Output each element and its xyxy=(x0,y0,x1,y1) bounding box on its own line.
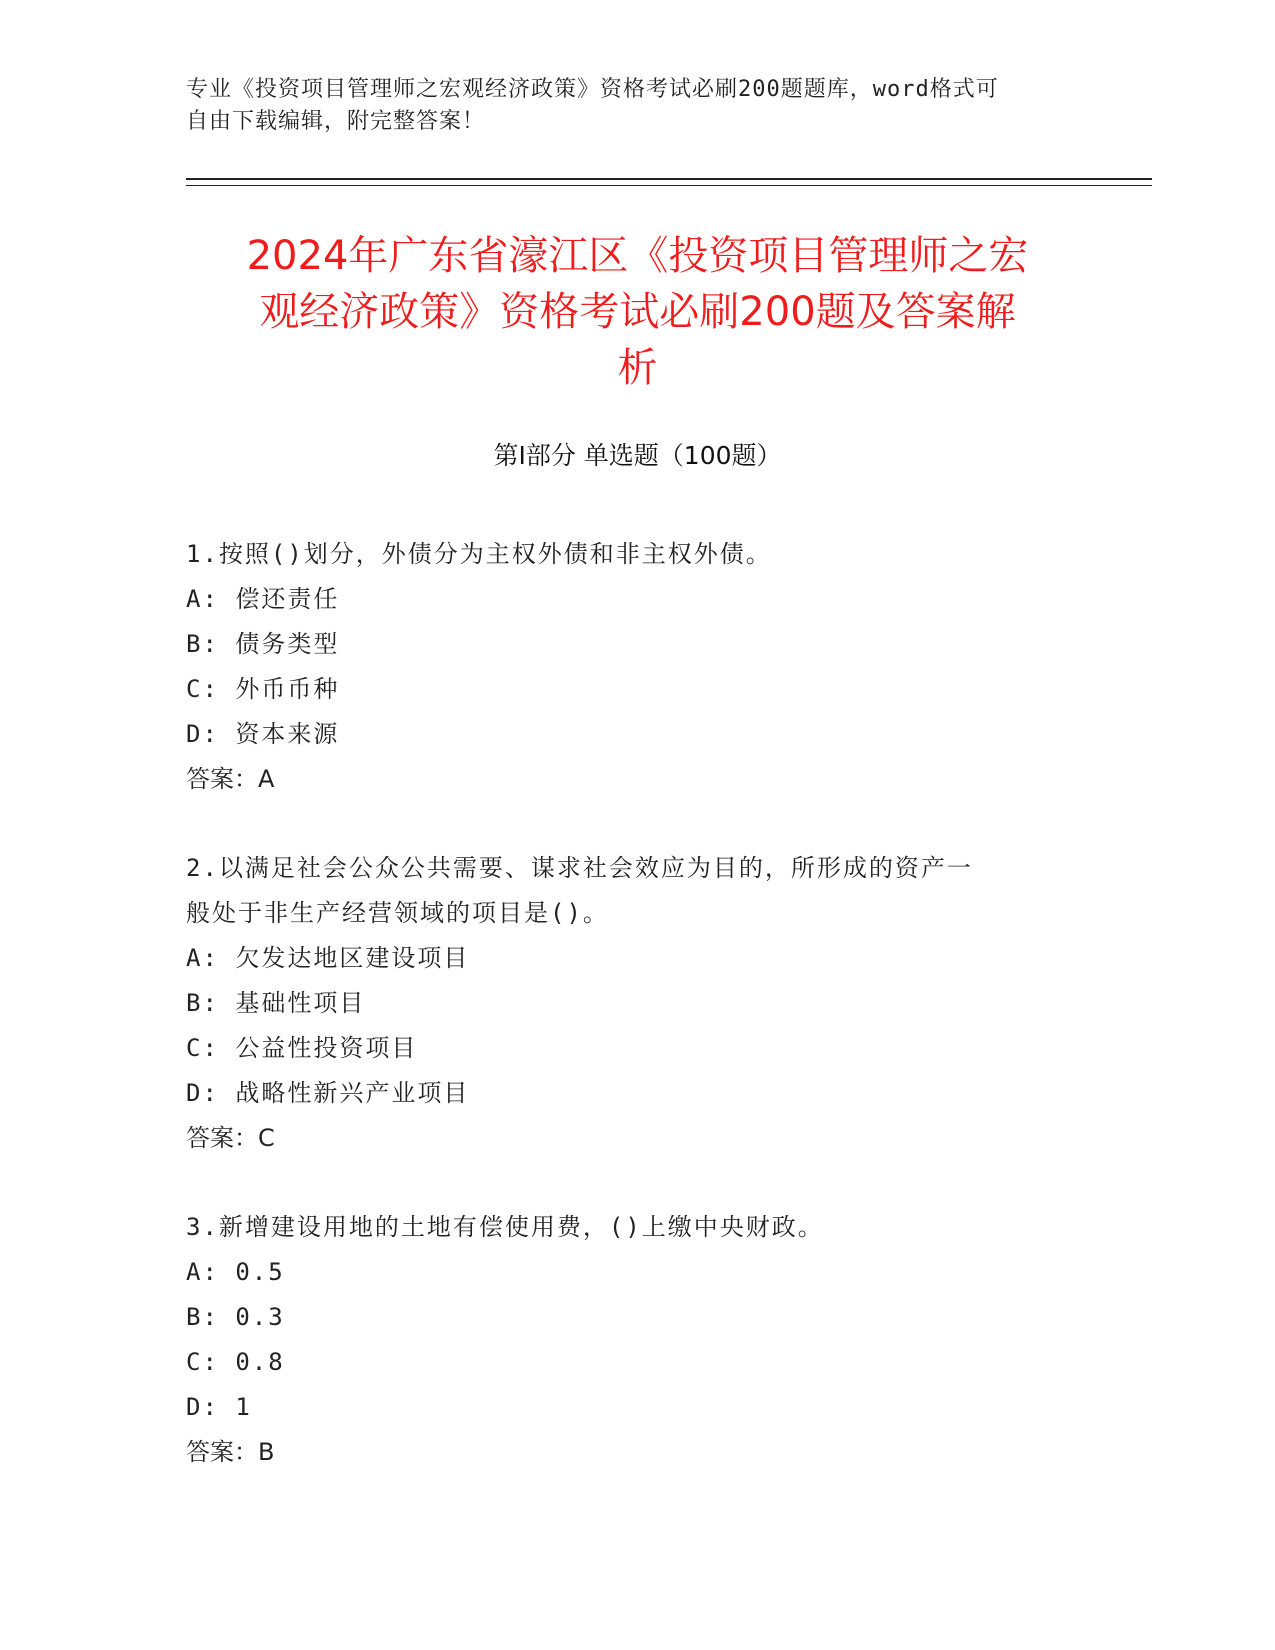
question-2 xyxy=(186,846,1066,1161)
header-line-1: 专业《投资项目管理师之宏观经济政策》资格考试必刷200题题库，word格式可 xyxy=(186,77,999,102)
question-1 xyxy=(186,532,1066,802)
title-line-3: 析 xyxy=(617,345,658,391)
header-divider-thick xyxy=(186,178,1152,180)
option-a: A: 偿还责任 xyxy=(186,585,340,613)
question-3 xyxy=(186,1205,1066,1475)
document-header xyxy=(186,74,1066,138)
option-b: B: 0.3 xyxy=(186,1303,285,1331)
option-b: B: 债务类型 xyxy=(186,630,340,658)
question-text: 3.新增建设用地的土地有偿使用费，()上缴中央财政。 xyxy=(186,1213,824,1241)
title-line-2: 观经济政策》资格考试必刷200题及答案解 xyxy=(259,289,1016,335)
header-divider-thin xyxy=(186,185,1152,186)
answer: 答案：A xyxy=(186,765,275,793)
question-text-continued: 般处于非生产经营领域的项目是()。 xyxy=(186,899,609,927)
question-text: 2.以满足社会公众公共需要、谋求社会效应为目的，所形成的资产一 xyxy=(186,854,973,882)
answer: 答案：C xyxy=(186,1124,275,1152)
header-line-2: 自由下载编辑，附完整答案！ xyxy=(186,109,486,134)
document-title xyxy=(170,228,1105,396)
option-c: C: 0.8 xyxy=(186,1348,285,1376)
option-d: D: 资本来源 xyxy=(186,720,340,748)
option-a: A: 欠发达地区建设项目 xyxy=(186,944,470,972)
option-c: C: 公益性投资项目 xyxy=(186,1034,418,1062)
option-b: B: 基础性项目 xyxy=(186,989,366,1017)
question-text: 1.按照()划分，外债分为主权外债和非主权外债。 xyxy=(186,540,772,568)
option-c: C: 外币币种 xyxy=(186,675,340,703)
option-a: A: 0.5 xyxy=(186,1258,285,1286)
option-d: D: 战略性新兴产业项目 xyxy=(186,1079,470,1107)
title-line-1: 2024年广东省濠江区《投资项目管理师之宏 xyxy=(246,233,1029,279)
section-heading: 第Ⅰ部分 单选题（100题） xyxy=(493,441,782,470)
question-list xyxy=(186,532,1066,1519)
answer: 答案：B xyxy=(186,1438,275,1466)
option-d: D: 1 xyxy=(186,1393,252,1421)
